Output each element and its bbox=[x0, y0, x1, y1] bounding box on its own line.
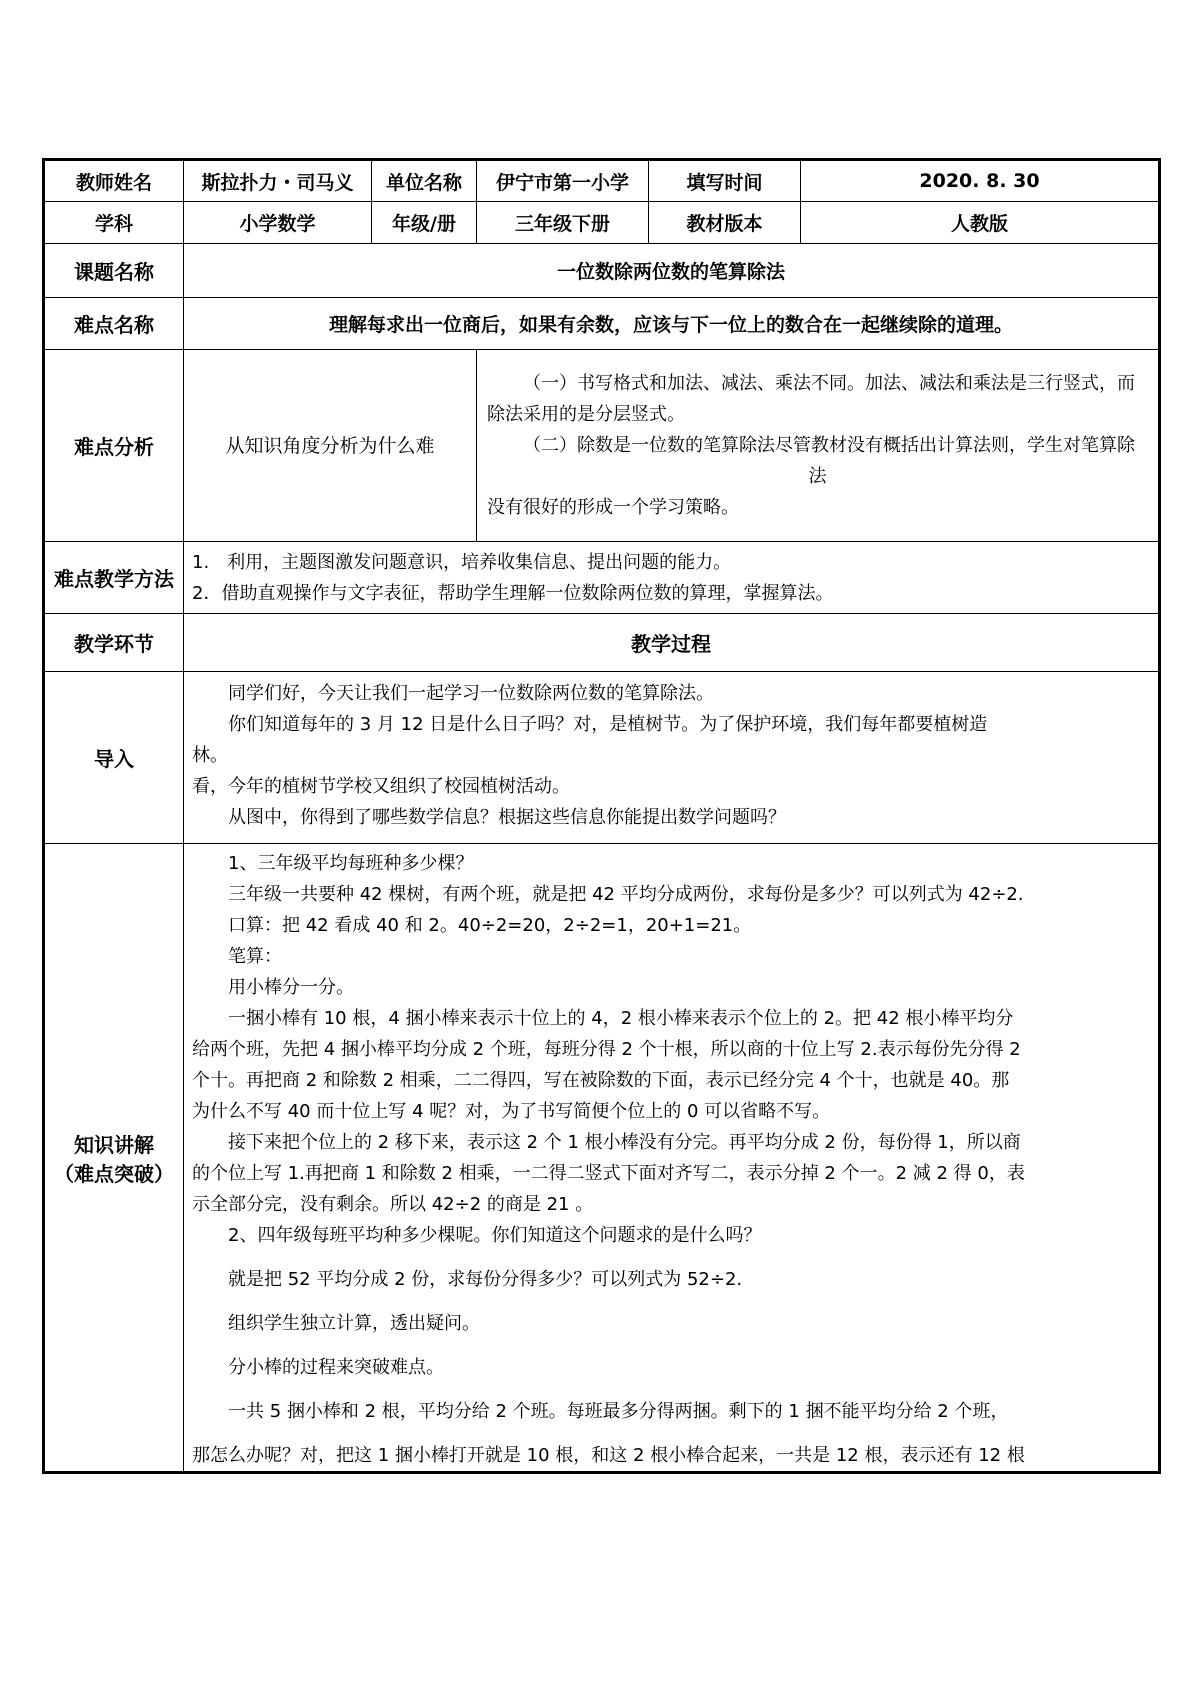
edition-label: 教材版本 bbox=[649, 202, 801, 244]
analysis-label: 难点分析 bbox=[44, 350, 184, 542]
knowledge-line: 三年级一共要种 42 棵树，有两个班，就是把 42 平均分成两份，求每份是多少？可以列式为 42÷2. bbox=[228, 884, 1024, 905]
process-header-row bbox=[44, 614, 1160, 672]
intro-content bbox=[184, 672, 1160, 844]
difficulty-row bbox=[44, 298, 1160, 350]
info-row-1 bbox=[44, 160, 1160, 202]
fill-date-value: 2020. 8. 30 bbox=[801, 160, 1160, 202]
topic-value: 一位数除两位数的笔算除法 bbox=[184, 244, 1160, 298]
knowledge-content bbox=[184, 844, 1160, 1473]
intro-line: 看，今年的植树节学校又组织了校园植树活动。 bbox=[192, 776, 570, 797]
analysis-content bbox=[477, 350, 1160, 542]
method-label: 难点教学方法 bbox=[44, 542, 184, 614]
method-line: 1. 利用，主题图激发问题意识，培养收集信息、提出问题的能力。 bbox=[192, 551, 732, 573]
knowledge-line: 分小棒的过程来突破难点。 bbox=[228, 1357, 444, 1378]
analysis-line: （二）除数是一位数的笔算除法尽管教材没有概括出计算法则，学生对笔算除 bbox=[523, 435, 1135, 456]
intro-line: 同学们好，今天让我们一起学习一位数除两位数的笔算除法。 bbox=[228, 683, 714, 704]
grade-value: 三年级下册 bbox=[477, 202, 649, 244]
difficulty-value: 理解每求出一位商后，如果有余数，应该与下一位上的数合在一起继续除的道理。 bbox=[184, 298, 1160, 350]
analysis-line: 除法采用的是分层竖式。 bbox=[487, 404, 685, 425]
knowledge-line: 个十。再把商 2 和除数 2 相乘，二二得四，写在被除数的下面，表示已经分完 4 个十，也就是 40。那 bbox=[192, 1070, 1010, 1091]
knowledge-line: 就是把 52 平均分成 2 份，求每份分得多少？可以列式为 52÷2. bbox=[228, 1269, 743, 1290]
topic-row bbox=[44, 244, 1160, 298]
process-stage-label: 教学环节 bbox=[44, 614, 184, 672]
knowledge-line: 1、三年级平均每班种多少棵？ bbox=[228, 853, 474, 874]
analysis-sub-label: 从知识角度分析为什么难 bbox=[184, 350, 477, 542]
grade-label: 年级/册 bbox=[372, 202, 477, 244]
analysis-line: 没有很好的形成一个学习策略。 bbox=[487, 497, 739, 518]
knowledge-line: 用小棒分一分。 bbox=[228, 977, 354, 998]
intro-label: 导入 bbox=[44, 672, 184, 844]
intro-line: 你们知道每年的 3 月 12 日是什么日子吗？对，是植树节。为了保护环境，我们每年都要植树造 bbox=[228, 714, 988, 735]
analysis-line: 法 bbox=[808, 466, 827, 487]
knowledge-label bbox=[44, 844, 184, 1473]
knowledge-label-line1: 知识讲解 bbox=[74, 1132, 154, 1157]
knowledge-line: 组织学生独立计算，透出疑问。 bbox=[228, 1313, 480, 1334]
subject-label: 学科 bbox=[44, 202, 184, 244]
knowledge-line: 2、四年级每班平均种多少棵呢。你们知道这个问题求的是什么吗？ bbox=[228, 1225, 762, 1246]
knowledge-line: 一捆小棒有 10 根，4 捆小棒来表示十位上的 4，2 根小棒来表示个位上的 2。把 42 根小棒平均分 bbox=[228, 1008, 1014, 1029]
knowledge-line: 的个位上写 1.再把商 1 和除数 2 相乘，一二得二竖式下面对齐写二，表示分掉 2 个一。2 减 2 得 0，表 bbox=[192, 1163, 1025, 1184]
fill-date-label: 填写时间 bbox=[649, 160, 801, 202]
knowledge-line: 笔算： bbox=[228, 946, 282, 967]
teacher-name-value: 斯拉扑力・司马义 bbox=[184, 160, 372, 202]
method-line: 2．借助直观操作与文字表征，帮助学生理解一位数除两位数的算理，掌握算法。 bbox=[192, 582, 834, 604]
unit-name-label: 单位名称 bbox=[372, 160, 477, 202]
process-title: 教学过程 bbox=[184, 614, 1160, 672]
knowledge-row bbox=[44, 844, 1160, 1473]
knowledge-line: 给两个班，先把 4 捆小棒平均分成 2 个班，每班分得 2 个十根，所以商的十位上写 2.表示每份先分得 2 bbox=[192, 1039, 1021, 1060]
teacher-name-label: 教师姓名 bbox=[44, 160, 184, 202]
subject-value: 小学数学 bbox=[184, 202, 372, 244]
edition-value: 人教版 bbox=[801, 202, 1160, 244]
analysis-row bbox=[44, 350, 1160, 542]
knowledge-line: 为什么不写 40 而十位上写 4 呢？对，为了书写简便个位上的 0 可以省略不写。 bbox=[192, 1101, 831, 1122]
analysis-line: （一）书写格式和加法、减法、乘法不同。加法、减法和乘法是三行竖式，而 bbox=[523, 373, 1135, 394]
info-row-2 bbox=[44, 202, 1160, 244]
knowledge-label-line2: （难点突破） bbox=[54, 1161, 174, 1186]
intro-line: 林。 bbox=[192, 745, 228, 766]
lesson-plan-table bbox=[42, 158, 1161, 1474]
unit-name-value: 伊宁市第一小学 bbox=[477, 160, 649, 202]
knowledge-line: 一共 5 捆小棒和 2 根，平均分给 2 个班。每班最多分得两捆。剩下的 1 捆不能平均分给 2 个班， bbox=[228, 1401, 1009, 1422]
intro-row bbox=[44, 672, 1160, 844]
knowledge-line: 口算：把 42 看成 40 和 2。40÷2=20，2÷2=1，20+1=21。 bbox=[228, 915, 752, 936]
topic-label: 课题名称 bbox=[44, 244, 184, 298]
knowledge-line: 示全部分完，没有剩余。所以 42÷2 的商是 21 。 bbox=[192, 1194, 594, 1215]
knowledge-line: 接下来把个位上的 2 移下来，表示这 2 个 1 根小棒没有分完。再平均分成 2 份，每份得 1，所以商 bbox=[228, 1132, 1021, 1153]
knowledge-line: 那怎么办呢？对，把这 1 捆小棒打开就是 10 根，和这 2 根小棒合起来，一共是 12 根，表示还有 12 根 bbox=[192, 1445, 1025, 1466]
difficulty-label: 难点名称 bbox=[44, 298, 184, 350]
method-content bbox=[184, 542, 1160, 614]
method-row bbox=[44, 542, 1160, 614]
intro-line: 从图中，你得到了哪些数学信息？根据这些信息你能提出数学问题吗？ bbox=[228, 807, 786, 828]
